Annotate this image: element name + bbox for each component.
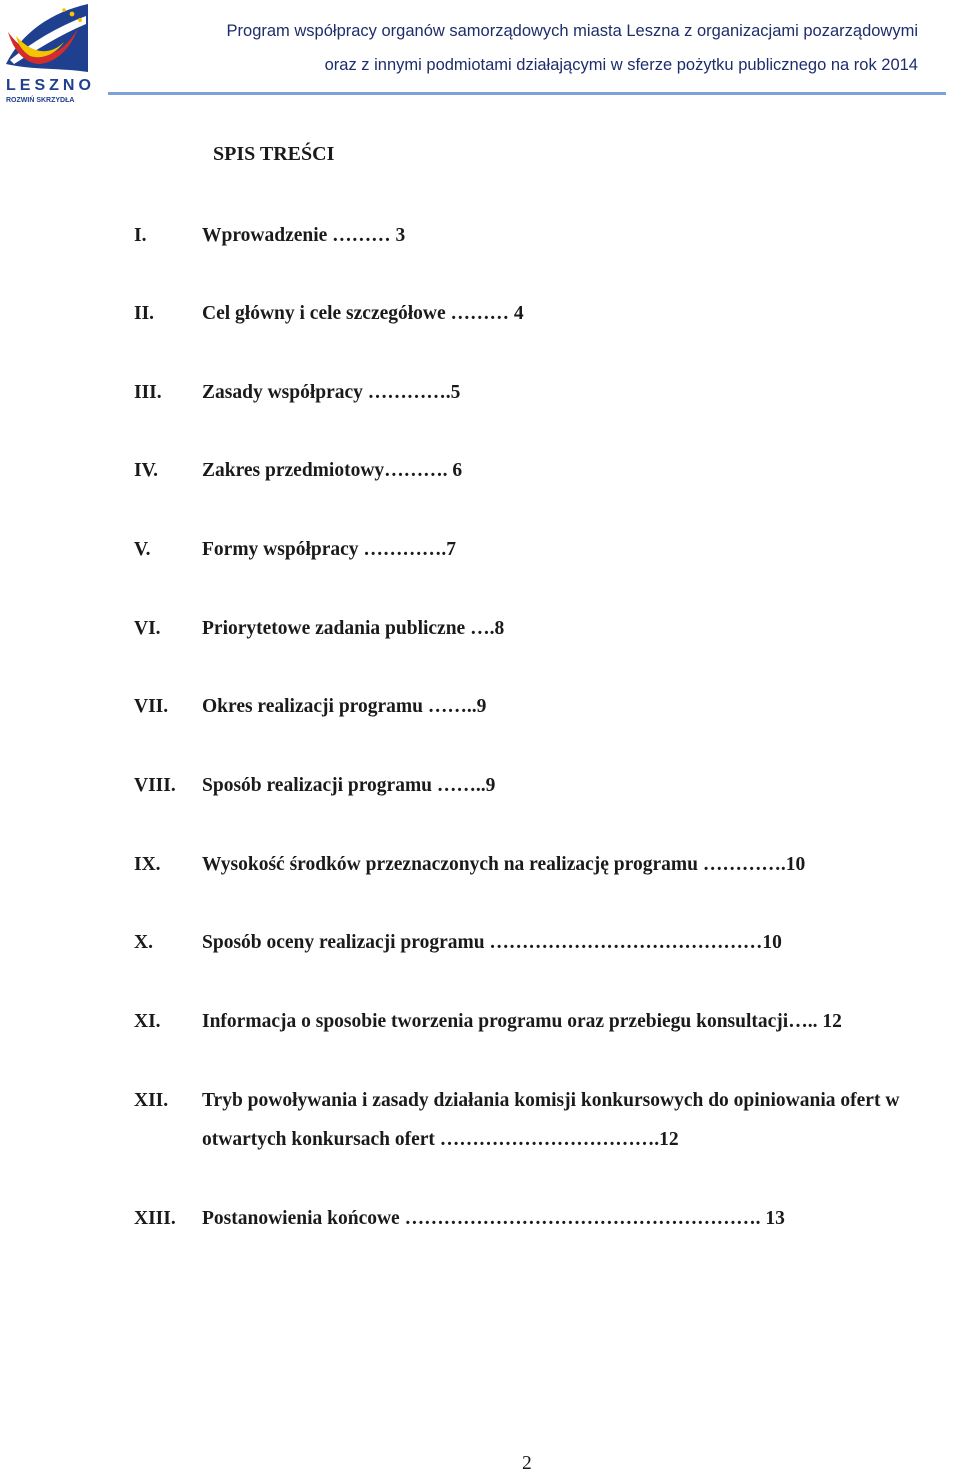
toc-entry-title: Sposób realizacji programu ……..9 xyxy=(202,775,496,796)
toc-entry-title: Cel główny i cele szczegółowe ……… 4 xyxy=(202,303,524,324)
toc-entry-title: Okres realizacji programu ……..9 xyxy=(202,696,487,717)
toc-entry-number: XII. xyxy=(134,1090,169,1111)
toc-entry xyxy=(134,294,524,333)
toc-entry-number: IX. xyxy=(134,854,161,875)
toc-entry-title: Priorytetowe zadania publiczne ….8 xyxy=(202,618,505,639)
toc-entry xyxy=(134,216,405,255)
toc-entry xyxy=(134,766,495,805)
toc-entry xyxy=(134,845,805,884)
toc-entry-number: XI. xyxy=(134,1011,161,1032)
toc-entry xyxy=(134,923,782,962)
logo-tagline: ROZWIŃ SKRZYDŁA xyxy=(6,97,75,104)
toc-entry-number: VIII. xyxy=(134,775,176,796)
toc-entry-title: Informacja o sposobie tworzenia programu oraz przebiegu konsultacji….. 12 xyxy=(202,1011,842,1032)
toc-entry xyxy=(134,373,460,412)
toc-entry-number: VI. xyxy=(134,618,161,639)
toc-title: SPIS TREŚCI xyxy=(213,143,335,165)
toc-entry-number: X. xyxy=(134,932,153,953)
toc-entry-number: I. xyxy=(134,225,147,246)
toc-entry-title: Zakres przedmiotowy………. 6 xyxy=(202,460,463,481)
toc-entry-number: II. xyxy=(134,303,155,324)
toc-entry xyxy=(134,1002,842,1041)
toc-entry-number: V. xyxy=(134,539,151,560)
toc-entry-title: Wprowadzenie ……… 3 xyxy=(202,225,406,246)
toc-entry xyxy=(134,687,486,726)
toc-entry-title: Zasady współpracy ………….5 xyxy=(202,382,461,403)
toc-entry-title: Tryb powoływania i zasady działania komisji konkursowych do opiniowania ofert w otwartych konkursach ofert …………………………….12 xyxy=(202,1090,900,1150)
toc-entry xyxy=(134,609,504,648)
logo-wordmark: LESZNO xyxy=(6,77,95,94)
header-line-1: Program współpracy organów samorządowych miasta Leszna z organizacjami pozarządowymi xyxy=(226,22,918,40)
toc-entry-number: III. xyxy=(134,382,162,403)
toc-entry xyxy=(134,1081,960,1159)
toc-entry-number: IV. xyxy=(134,460,159,481)
header-line-2: oraz z innymi podmiotami działającymi w sferze pożytku publicznego na rok 2014 xyxy=(324,56,918,74)
page-number: 2 xyxy=(522,1453,532,1474)
toc-entry xyxy=(134,1199,785,1238)
toc-entry-title: Formy współpracy ………….7 xyxy=(202,539,457,560)
toc-entry xyxy=(134,530,456,569)
toc-entry xyxy=(134,451,462,490)
toc-entry-number: VII. xyxy=(134,696,169,717)
toc-entry-title: Wysokość środków przeznaczonych na realizację programu ………….10 xyxy=(202,854,806,875)
toc-entry-title: Postanowienia końcowe ………………………………………………. 13 xyxy=(202,1208,785,1229)
toc-entry-title: Sposób oceny realizacji programu ……………………………………10 xyxy=(202,932,782,953)
toc-entry-number: XIII. xyxy=(134,1208,176,1229)
